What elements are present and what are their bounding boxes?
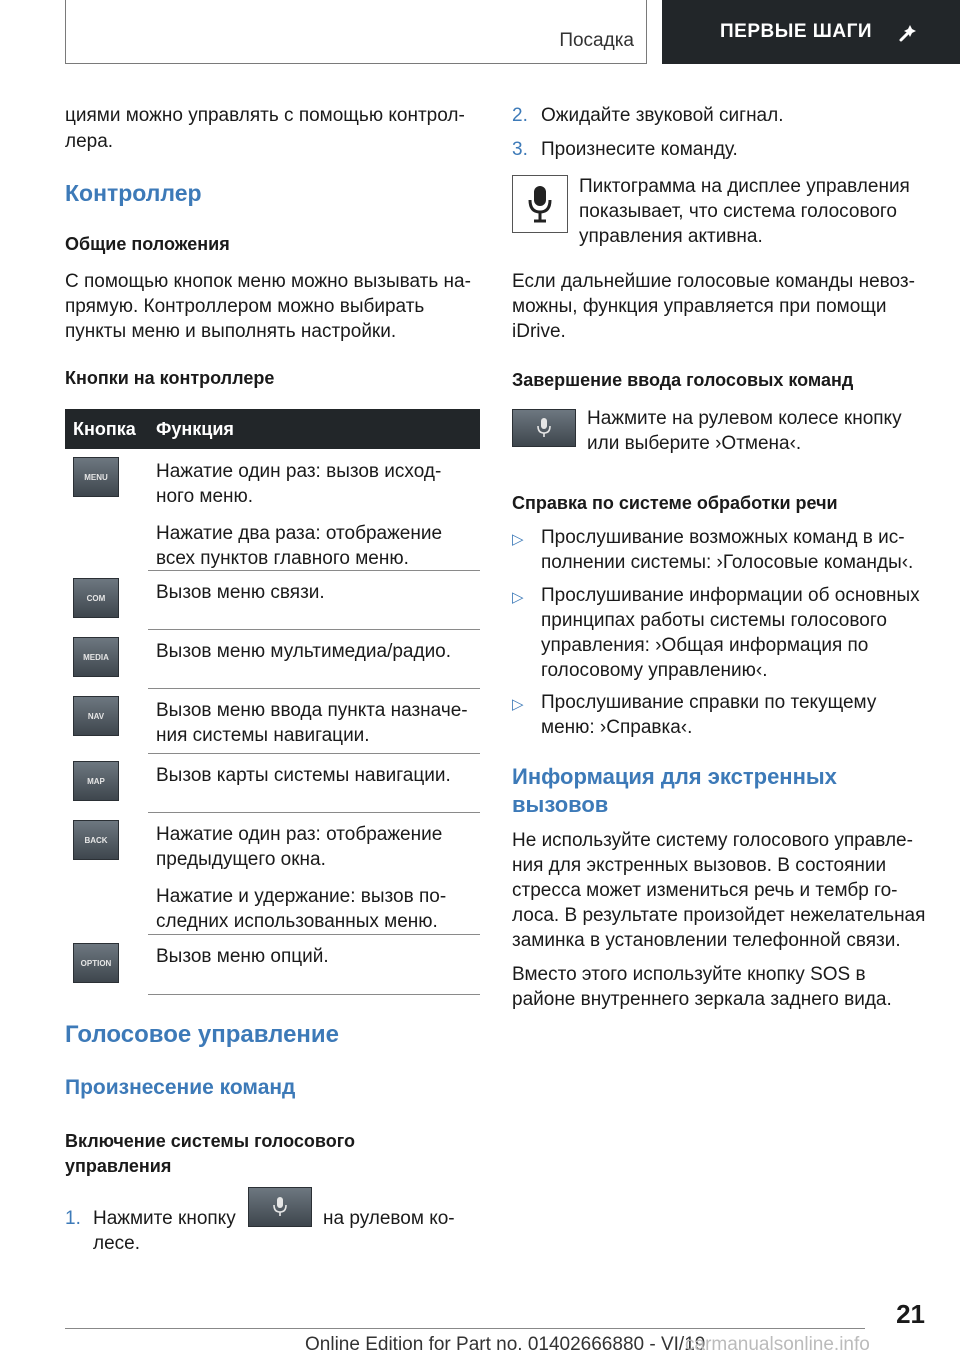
further-line-2: можны, функция управляется при помощи bbox=[512, 296, 887, 317]
edition-text: Online Edition for Part no. 01402666880 - VI/19 bbox=[305, 1334, 706, 1355]
section-title: Посадка bbox=[559, 30, 634, 51]
map-button-icon: MAP bbox=[73, 761, 119, 801]
row-text bbox=[156, 822, 446, 934]
row-text bbox=[156, 698, 468, 748]
col-button-header: Кнопка bbox=[73, 419, 136, 439]
row-text: Вызов меню опций. bbox=[156, 946, 329, 967]
row-line: Вызов меню ввода пункта назначе- bbox=[156, 700, 468, 721]
row-text: Вызов меню мультимедиа/радио. bbox=[156, 641, 452, 662]
menu-button-icon: MENU bbox=[73, 457, 119, 497]
voice-active-pictogram bbox=[512, 175, 568, 233]
intro-line-2: лера. bbox=[65, 131, 114, 152]
wrench-icon bbox=[898, 21, 920, 43]
heading-controller: Контроллер bbox=[65, 180, 202, 206]
general-line-1: С помощью кнопок меню можно вызывать на- bbox=[65, 271, 471, 292]
bullet-icon: ▷ bbox=[512, 696, 524, 713]
step-1-number: 1. bbox=[65, 1208, 81, 1229]
media-button-icon: MEDIA bbox=[73, 637, 119, 677]
chapter-title: ПЕРВЫЕ ШАГИ bbox=[720, 21, 873, 42]
heading-finish: Завершение ввода голосовых команд bbox=[512, 370, 854, 390]
bullet-2-line-4: голосовому управлению‹. bbox=[541, 660, 768, 681]
heading-help: Справка по системе обработки речи bbox=[512, 493, 838, 513]
pictogram-line-3: управления активна. bbox=[579, 226, 763, 247]
heading-emergency-line-1: Информация для экстренных bbox=[512, 764, 837, 789]
step-2-number: 2. bbox=[512, 105, 528, 126]
microphone-icon bbox=[272, 1196, 288, 1218]
bullet-icon: ▷ bbox=[512, 531, 524, 548]
row-line: Нажатие два раза: отображение bbox=[156, 523, 443, 544]
heading-enable-line-1: Включение системы голосового bbox=[65, 1131, 355, 1151]
voice-button-icon bbox=[512, 409, 576, 447]
row-divider bbox=[148, 994, 480, 995]
row-line: ного меню. bbox=[156, 486, 254, 507]
pictogram-line-1: Пиктограмма на дисплее управления bbox=[579, 176, 910, 197]
finish-line-2: или выберите ›Отмена‹. bbox=[587, 433, 802, 454]
table-header bbox=[65, 409, 480, 449]
step-3-text: Произнесите команду. bbox=[541, 139, 738, 160]
back-button-icon: BACK bbox=[73, 820, 119, 860]
voice-button-icon bbox=[248, 1187, 312, 1227]
table-row bbox=[65, 812, 480, 934]
row-line: предыдущего окна. bbox=[156, 849, 326, 870]
col-function-header: Функция bbox=[156, 419, 234, 439]
table-row bbox=[65, 934, 480, 994]
further-line-3: iDrive. bbox=[512, 321, 566, 342]
header-section-box bbox=[65, 0, 647, 64]
emergency-line-3: стресса может измениться речь и тембр го- bbox=[512, 880, 898, 901]
row-text: Вызов карты системы навигации. bbox=[156, 765, 451, 786]
row-line: следних использованных меню. bbox=[156, 911, 438, 932]
row-line: всех пунктов главного меню. bbox=[156, 548, 409, 569]
heading-buttons: Кнопки на контроллере bbox=[65, 368, 275, 388]
general-line-2: прямую. Контроллером можно выбирать bbox=[65, 296, 425, 317]
heading-general: Общие положения bbox=[65, 234, 230, 254]
step-1-text-c: лесе. bbox=[93, 1233, 140, 1254]
sos-line-1: Вместо этого используйте кнопку SOS в bbox=[512, 964, 866, 985]
chapter-tab bbox=[662, 0, 960, 64]
bullet-2-line-1: Прослушивание информации об основных bbox=[541, 585, 920, 606]
microphone-icon bbox=[536, 417, 552, 439]
row-line: ния системы навигации. bbox=[156, 725, 370, 746]
general-line-3: пункты меню и выполнять настройки. bbox=[65, 321, 397, 342]
finish-line-1: Нажмите на рулевом колесе кнопку bbox=[587, 408, 902, 429]
row-line: Нажатие один раз: отображение bbox=[156, 824, 443, 845]
emergency-line-1: Не используйте систему голосового управле- bbox=[512, 830, 913, 851]
table-row bbox=[65, 688, 480, 753]
heading-voice-control: Голосовое управление bbox=[65, 1021, 340, 1048]
bullet-1-line-1: Прослушивание возможных команд в ис- bbox=[541, 527, 905, 548]
emergency-line-4: лоса. В результате произойдет нежелательная bbox=[512, 905, 926, 926]
bullet-2-line-2: принципах работы системы голосового bbox=[541, 610, 887, 631]
bullet-3-line-2: меню: ›Справка‹. bbox=[541, 717, 693, 738]
bullet-3-line-1: Прослушивание справки по текущему bbox=[541, 692, 877, 713]
step-3-number: 3. bbox=[512, 139, 528, 160]
sos-line-2: районе внутреннего зеркала заднего вида. bbox=[512, 989, 892, 1010]
row-line: Нажатие и удержание: вызов по- bbox=[156, 886, 447, 907]
pictogram-line-2: показывает, что система голосового bbox=[579, 201, 897, 222]
table-row bbox=[65, 570, 480, 629]
footer-divider bbox=[65, 1328, 865, 1329]
row-text bbox=[156, 459, 442, 571]
page-number: 21 bbox=[896, 1299, 925, 1329]
nav-button-icon: NAV bbox=[73, 696, 119, 736]
step-1-text-b: на рулевом ко- bbox=[323, 1208, 455, 1229]
microphone-icon bbox=[527, 184, 553, 224]
heading-emergency-line-2: вызовов bbox=[512, 792, 609, 817]
table-row bbox=[65, 449, 480, 570]
option-button-icon: OPTION bbox=[73, 943, 119, 983]
com-button-icon: COM bbox=[73, 578, 119, 618]
bullet-1-line-2: полнении системы: ›Голосовые команды‹. bbox=[541, 552, 914, 573]
intro-line-1: циями можно управлять с помощью контрол- bbox=[65, 105, 465, 126]
step-1-text-a: Нажмите кнопку bbox=[93, 1208, 236, 1229]
step-2-text: Ожидайте звуковой сигнал. bbox=[541, 105, 784, 126]
heading-enable-line-2: управления bbox=[65, 1156, 172, 1176]
row-text: Вызов меню связи. bbox=[156, 582, 325, 603]
further-line-1: Если дальнейшие голосовые команды невоз- bbox=[512, 271, 915, 292]
bullet-icon: ▷ bbox=[512, 589, 524, 606]
row-line: Нажатие один раз: вызов исход- bbox=[156, 461, 442, 482]
table-row bbox=[65, 753, 480, 812]
bullet-2-line-3: управления: ›Общая информация по bbox=[541, 635, 869, 656]
watermark: carmanualsonline.info bbox=[685, 1334, 870, 1355]
emergency-line-5: заминка в установлении телефонной связи. bbox=[512, 930, 901, 951]
emergency-line-2: ния для экстренных вызовов. В состоянии bbox=[512, 855, 887, 876]
table-row bbox=[65, 629, 480, 688]
heading-speak-commands: Произнесение команд bbox=[65, 1076, 296, 1099]
